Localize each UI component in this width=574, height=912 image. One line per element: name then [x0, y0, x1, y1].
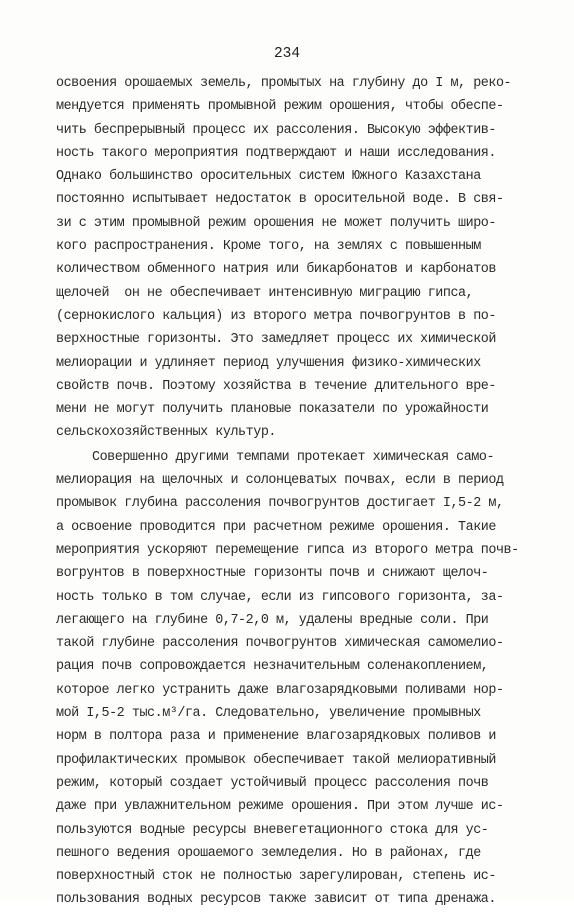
body-text	[56, 72, 556, 912]
text-line: зи с этим промывной режим орошения не может получить широ-	[56, 215, 496, 231]
text-line: мени не могут получить плановые показатели по урожайности	[56, 402, 489, 418]
text-line: пользуются водные ресурсы вневегетационного стока для ус-	[56, 822, 489, 838]
text-line: легающего на глубине 0,7-2,0 м, удалены вредные соли. При	[56, 612, 489, 628]
page-number: 234	[273, 46, 301, 62]
text-line: мелиорации и удлиняет период улучшения физико-химических	[56, 355, 481, 371]
text-line: сельскохозяйственных культур.	[56, 425, 276, 441]
text-line: мелиорация на щелочных и солонцеватых почвах, если в период	[56, 473, 504, 489]
paragraph-1	[56, 72, 556, 445]
text-line: норм в полтора раза и применение влагозарядковых поливов и	[56, 729, 496, 745]
text-line: даже при увлажнительном режиме орошения. При этом лучше ис-	[56, 799, 504, 815]
text-line: Совершенно другими темпами протекает химическая само-	[92, 449, 495, 465]
text-line: мой I,5-2 тыс.м³/га. Следовательно, увеличение промывных	[56, 706, 481, 722]
text-line: которое легко устранить даже влагозарядковыми поливами нор-	[56, 682, 504, 698]
text-line: мендуется применять промывной режим орошения, чтобы обеспе-	[56, 99, 504, 115]
text-line: поверхностный сток не полностью зарегулирован, степень ис-	[56, 869, 496, 885]
text-line: пользования водных ресурсов также зависит от типа дренажа.	[56, 892, 496, 908]
text-line: рация почв сопровождается незначительным соленакоплением,	[56, 659, 489, 675]
text-line: кого распространения. Кроме того, на землях с повышенным	[56, 239, 481, 255]
text-line: мероприятия ускоряют перемещение гипса из второго метра почв-	[56, 542, 519, 558]
text-line: освоения орошаемых земель, промытых на глубину до I м, реко-	[56, 76, 512, 91]
text-line: свойств почв. Поэтому хозяйства в течение длительного вре-	[56, 378, 496, 394]
text-line: верхностные горизонты. Это замедляет процесс их химической	[56, 332, 496, 348]
text-line: режим, который создает устойчивый процесс рассоления почв	[56, 775, 489, 791]
text-line: а освоение проводится при расчетном режиме орошения. Такие	[56, 519, 496, 535]
paragraph-2	[56, 446, 556, 912]
text-line: количеством обменного натрия или бикарбонатов и карбонатов	[56, 262, 496, 278]
text-line: промывок глубина рассоления почвогрунтов достигает I,5-2 м,	[56, 496, 504, 512]
text-line: такой глубине рассоления почвогрунтов химическая самомелио-	[56, 636, 504, 652]
text-line: (сернокислого кальция) из второго метра почвогрунтов в по-	[56, 308, 496, 324]
text-line: пешного ведения орошаемого земледелия. Но в районах, где	[56, 845, 481, 861]
text-line: ность только в том случае, если из гипсового горизонта, за-	[56, 589, 504, 605]
text-line: профилактических промывок обеспечивает такой мелиоративный	[56, 752, 496, 768]
text-line: Однако большинство оросительных систем Южного Казахстана	[56, 169, 481, 185]
text-line: ность такого мероприятия подтверждают и наши исследования.	[56, 145, 496, 161]
text-line: чить беспрерывный процесс их рассоления. Высокую эффектив-	[56, 122, 496, 138]
text-line: вогрунтов в поверхностные горизонты почв и снижают щелоч-	[56, 566, 489, 582]
text-line: постоянно испытывает недостаток в оросительной воде. В свя-	[56, 192, 504, 208]
text-line: щелочей он не обеспечивает интенсивную миграцию гипса,	[56, 285, 474, 301]
